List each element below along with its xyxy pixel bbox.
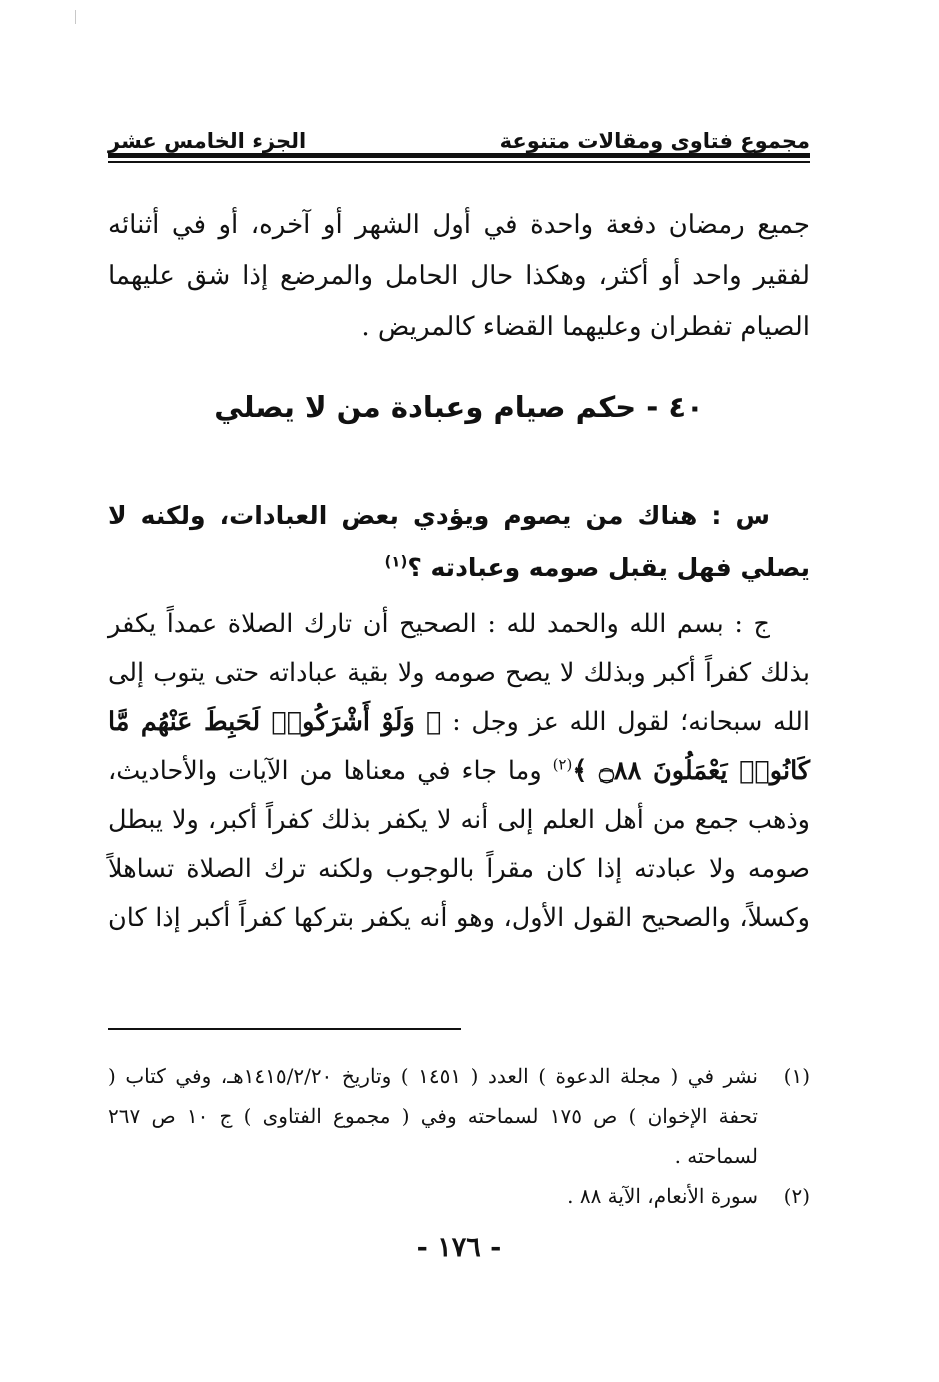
answer-text-part2: وما جاء في معناها من الآيات والأحاديث، وذهب جمع من أهل العلم إلى أنه لا يكفر بذلك كفراً أكبر، ولا يبطل صومه ولا عبادته إذا كان مقراً بالوجوب ولكنه ترك الصلاة تساهلاً وكسلاً، والصحيح القول الأول، وهو أنه يكفر بتركها كفراً أكبر إذا كان [108, 756, 810, 933]
book-page [108, 0, 810, 1382]
footnote-number: (٢) [783, 1184, 810, 1208]
volume-label: الجزء الخامس عشر [108, 129, 307, 153]
question-paragraph [108, 490, 810, 594]
intro-paragraph: جميع رمضان دفعة واحدة في أول الشهر أو آخره، أو في أثنائه لفقير واحد أو أكثر، وهكذا حال الحامل والمرضع إذا شق عليهما الصيام تفطران وعليهما القضاء كالمريض . [108, 210, 810, 342]
running-header [108, 113, 810, 153]
answer-text-part1: ج : بسم الله والحمد لله : الصحيح أن تارك الصلاة عمداً يكفر بذلك كفراً أكبر وبذلك لا يصح صومه ولا بقية عباداته حتى يتوب إلى الله سبحانه؛ لقول الله عز وجل : [108, 609, 810, 737]
footnote-item [108, 1176, 810, 1216]
page-number: - ١٧٦ - [416, 1232, 502, 1263]
footnotes [108, 1056, 810, 1216]
footnote-text: نشر في ( مجلة الدعوة ) العدد ( ١٤٥١ ) وتاريخ ١٤١٥/٢/٢٠هـ، وفي كتاب ( تحفة الإخوان ) ص ١٧٥ لسماحته وفي ( مجموع الفتاوى ) ج ١٠ ص ٢٦٧ لسماحته . [108, 1064, 758, 1168]
header-rule-thick [108, 153, 810, 158]
book-title: مجموع فتاوى ومقالات متنوعة [499, 129, 810, 153]
footnote-item [108, 1056, 810, 1176]
footnote-text: سورة الأنعام، الآية ٨٨ . [567, 1184, 758, 1208]
footnote-separator [108, 1028, 461, 1030]
footnote-ref-1: (١) [384, 552, 408, 571]
quran-verse: ﴿ وَلَوْ أَشْرَكُوا۟ لَحَبِطَ عَنْهُم مَّا كَانُوا۟ يَعْمَلُونَ ۝٨٨ ﴾ [108, 707, 810, 786]
header-rule-thin [108, 161, 810, 163]
footnote-number: (١) [783, 1064, 810, 1088]
answer-paragraph [108, 600, 810, 943]
question-text: س : هناك من يصوم ويؤدي بعض العبادات، ولكنه لا يصلي فهل يقبل صومه وعبادته ؟ [108, 501, 810, 582]
section-title: ٤٠ - حكم صيام وعبادة من لا يصلي [214, 390, 704, 424]
footnote-ref-2: (٢) [552, 755, 573, 774]
scan-mark [75, 10, 76, 24]
